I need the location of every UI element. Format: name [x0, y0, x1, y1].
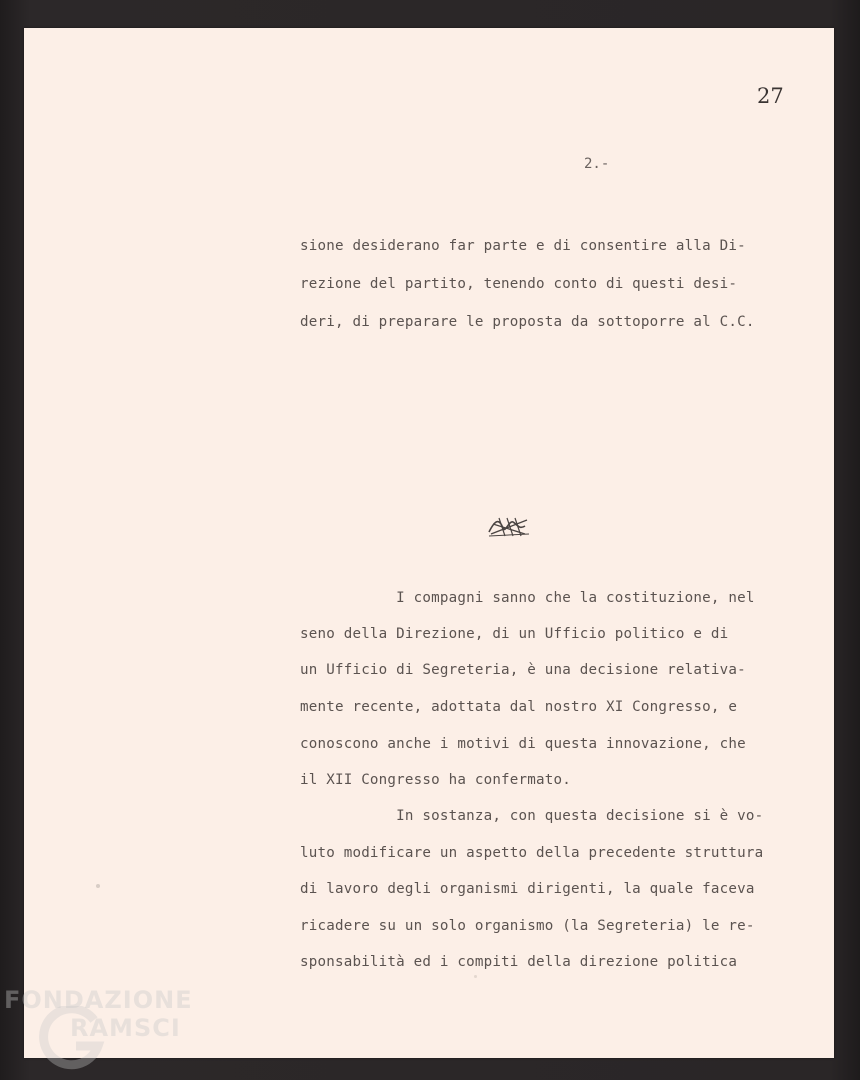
text-line: deri, di preparare le proposta da sottoporre al C.C. [300, 314, 755, 330]
text-line: conoscono anche i motivi di questa innovazione, che [300, 736, 746, 752]
crossed-out-mark-icon [485, 510, 531, 540]
text-line: I compagni sanno che la costituzione, nel [300, 590, 755, 606]
text-line: rezione del partito, tenendo conto di questi desi- [300, 276, 738, 292]
text-line: In sostanza, con questa decisione si è vo- [300, 808, 764, 824]
watermark-logo [4, 986, 224, 1076]
text-line: sponsabilità ed i compiti della direzione politica [300, 954, 738, 970]
folio-number: 2.- [584, 156, 610, 172]
document-page [24, 28, 834, 1058]
page-number: 27 [757, 84, 784, 108]
text-line: ricadere su un solo organismo (la Segreteria) le re- [300, 918, 755, 934]
text-line: seno della Direzione, di un Ufficio politico e di [300, 626, 729, 642]
paper-speck [474, 975, 477, 978]
text-line: di lavoro degli organismi dirigenti, la quale faceva [300, 881, 755, 897]
paper-speck [96, 884, 100, 888]
text-line: un Ufficio di Segreteria, è una decisione relativa- [300, 662, 746, 678]
watermark-line-1: FONDAZIONE [4, 986, 193, 1014]
text-line: sione desiderano far parte e di consentire alla Di- [300, 238, 746, 254]
text-line: mente recente, adottata dal nostro XI Congresso, e [300, 699, 738, 715]
text-line: il XII Congresso ha confermato. [300, 772, 571, 788]
watermark-line-2: RAMSCI [70, 1014, 181, 1042]
text-line: luto modificare un aspetto della precedente struttura [300, 845, 764, 861]
